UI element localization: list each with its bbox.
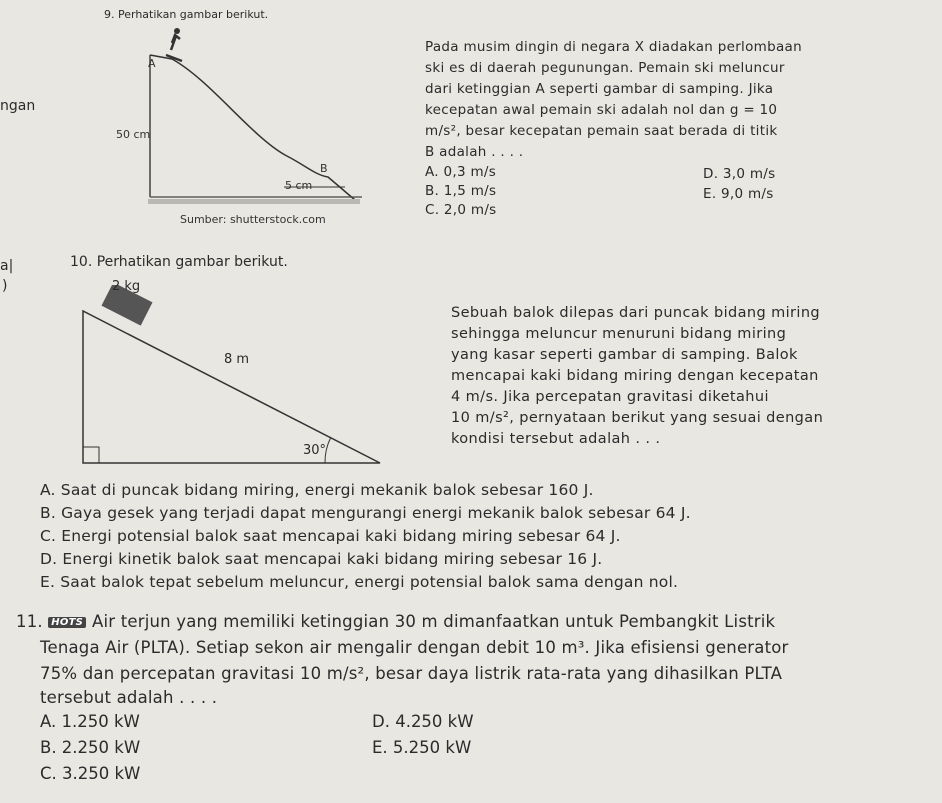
q11-line-1 [16, 612, 775, 631]
q10-label-length: 8 m [224, 352, 250, 367]
q10-header [70, 254, 288, 270]
q11-number: 11. [16, 612, 43, 631]
q10-statement-a[interactable]: A. Saat di puncak bidang miring, energi mekanik balok sebesar 160 J. [40, 481, 594, 499]
q9-line-3: dari ketinggian A seperti gambar di samping. Jika [425, 81, 774, 97]
margin-fragment-a1: a| [0, 258, 14, 274]
q10-statement-c[interactable]: C. Energi potensial balok saat mencapai kaki bidang miring sebesar 64 J. [40, 527, 621, 545]
q10-line-5: 4 m/s. Jika percepatan gravitasi diketahui [451, 389, 769, 405]
q10-statement-e[interactable]: E. Saat balok tepat sebelum meluncur, energi potensial balok sama dengan nol. [40, 573, 679, 591]
q9-line-5: m/s², besar kecepatan pemain saat berada di titik [425, 123, 778, 139]
q10-line-6: 10 m/s², pernyataan berikut yang sesuai dengan [451, 410, 824, 426]
q9-option-c[interactable]: C. 2,0 m/s [425, 202, 497, 218]
q10-line-1: Sebuah balok dilepas dari puncak bidang miring [451, 305, 821, 321]
q9-option-e[interactable]: E. 9,0 m/s [703, 186, 774, 202]
q9-label-height-a: 50 cm [116, 128, 151, 141]
q9-option-b[interactable]: B. 1,5 m/s [425, 183, 497, 199]
q11-line-2: Tenaga Air (PLTA). Setiap sekon air mengalir dengan debit 10 m³. Jika efisiensi generator [40, 638, 789, 657]
q9-header [104, 8, 268, 21]
q9-number: 9. [104, 8, 115, 21]
q9-line-1: Pada musim dingin di negara X diadakan perlombaan [425, 39, 802, 55]
skier-icon [166, 28, 182, 61]
q10-line-4: mencapai kaki bidang miring dengan kecepatan [451, 368, 819, 384]
q9-option-a[interactable]: A. 0,3 m/s [425, 164, 497, 180]
q11-option-c[interactable]: C. 3.250 kW [40, 764, 141, 783]
q10-incline-figure [75, 285, 395, 470]
q10-line-7: kondisi tersebut adalah . . . [451, 431, 661, 447]
q9-line-2: ski es di daerah pegunungan. Pemain ski meluncur [425, 60, 785, 76]
q9-label-point-a: A [148, 57, 156, 70]
q10-number: 10. [70, 254, 93, 270]
q9-intro: Perhatikan gambar berikut. [118, 8, 269, 21]
q11-line-4: tersebut adalah . . . . [40, 688, 218, 707]
q9-figure-source: Sumber: shutterstock.com [180, 213, 326, 226]
q11-option-b[interactable]: B. 2.250 kW [40, 738, 141, 757]
q9-label-height-b: 5 cm [285, 179, 313, 192]
margin-fragment-ngan: ngan [0, 98, 36, 114]
q9-option-d[interactable]: D. 3,0 m/s [703, 166, 776, 182]
q10-label-angle: 30° [303, 443, 327, 458]
q9-line-6: B adalah . . . . [425, 144, 524, 160]
q10-label-mass: 2 kg [112, 279, 141, 294]
q11-line-3: 75% dan percepatan gravitasi 10 m/s², besar daya listrik rata-rata yang dihasilkan PLTA [40, 664, 783, 683]
q10-line-3: yang kasar seperti gambar di samping. Balok [451, 347, 798, 363]
q10-statement-b[interactable]: B. Gaya gesek yang terjadi dapat mengurangi energi mekanik balok sebesar 64 J. [40, 504, 691, 522]
q11-option-d[interactable]: D. 4.250 kW [372, 712, 474, 731]
hots-badge: HOTS [48, 617, 86, 628]
q11-option-a[interactable]: A. 1.250 kW [40, 712, 140, 731]
q10-statement-d[interactable]: D. Energi kinetik balok saat mencapai kaki bidang miring sebesar 16 J. [40, 550, 603, 568]
q9-label-point-b: B [320, 162, 328, 175]
q9-line-4: kecepatan awal pemain ski adalah nol dan g = 10 [425, 102, 778, 118]
q9-ski-slope-figure [100, 25, 380, 225]
q11-option-e[interactable]: E. 5.250 kW [372, 738, 472, 757]
q10-line-2: sehingga meluncur menuruni bidang miring [451, 326, 787, 342]
q10-intro: Perhatikan gambar berikut. [96, 254, 288, 270]
q11-line-1-text: Air terjun yang memiliki ketinggian 30 m dimanfaatkan untuk Pembangkit Listrik [92, 612, 776, 631]
margin-fragment-a2: ) [2, 278, 8, 294]
